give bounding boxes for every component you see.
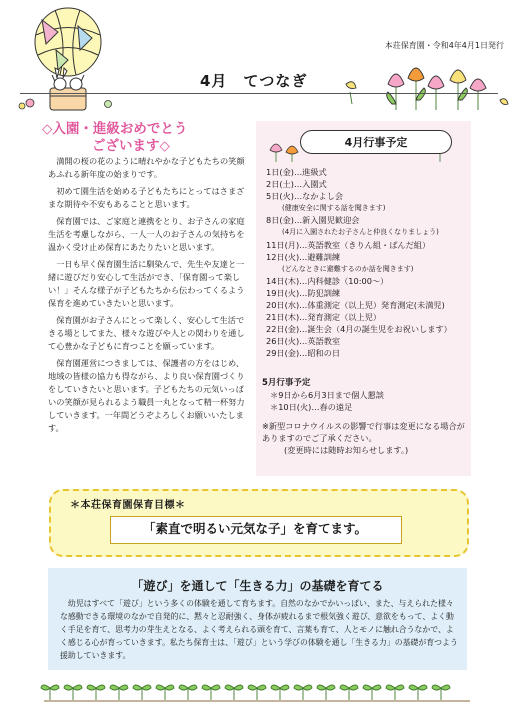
event-text: 12日(火)…避難訓練 (266, 251, 341, 262)
event-text: 8日(金)…新入園児歓迎会 (266, 215, 360, 226)
issue-line: 本荘保育園・令和4年4月1日発行 (384, 41, 504, 50)
greeting-paragraph: 保育園運営につきましては、保護者の方をはじめ、地域の皆様の協力も得ながら、より良い保育園づくりをしていきたいと思います。子どもたちの元気いっぱいの笑顔が見られるよう職員一丸となって精一杯努力していきます。一年間どうぞよろしくお願いいたします。 (48, 358, 245, 433)
event-text: 2日(土)…入園式 (266, 179, 327, 190)
event-text: 21日(木)…発育測定（以上児） (266, 312, 382, 323)
notice-sub: (変更時には随時お知らせします。) (284, 445, 409, 455)
greeting-paragraph: 保育園では、ご家庭と連携をとり、お子さんの家庭生活を考慮しながら、一人一人のお子さんの気持ちを温かく受け止め保育にあたりたいと思います。 (48, 216, 245, 252)
greeting-paragraph: 一日も早く保育園生活に馴染んで、先生や友達と一緒に遊びだり安心して生活ができ、「保育園って楽しい！」そんな様子が子どもたちから伝わってくるよう保育を進めていきたいと思います。 (48, 259, 245, 308)
may-event-item: ＊10日(火)…春の遠足 (270, 402, 353, 412)
event-text: 29日(金)…昭和の日 (266, 348, 341, 359)
play-body: 幼児はすべて「遊び」という多くの体験を通して育ちます。自然のなかでかいっぱい、また、与えられた様々な感動できる環境のなかで自発的に、黙々と忍耐強く、身体が疲れるまで根気強く遊び、意欲をもって、よく動く手足を育て、思考力の芽生えとなる、よく考えられる頭を育て、言葉も育て、人とモノに触れ合うなかで、よく感じる心が育っていきます。私たち保育士は、「遊び」という学びの体験を通し「生きる力」の基礎が育つよう援助していきます。 (60, 599, 458, 660)
goal-label: ＊本荘保育園保育目標＊ (70, 500, 186, 511)
event-text: 5日(火)…なかよし会 (266, 191, 344, 202)
event-text: 14日(木)…内科健診（10:00～） (266, 275, 389, 286)
event-text: 22日(金)…誕生会（4月の誕生児をお祝いします） (266, 324, 452, 335)
event-note: (4月に入園されたお子さんと仲良くなりましょう) (282, 228, 439, 237)
greeting-paragraph: 保育園がお子さんにとって楽しく、安心して生活できる場としてまた、様々な遊びや人との関わりを通して心豊かな子どもに育つことを願っています。 (48, 315, 245, 351)
greeting-paragraph: 初めて園生活を始める子どもたちにとってはさまざまな期待や不安もあることと思います。 (48, 186, 245, 209)
event-text: 19日(火)…防犯訓練 (266, 287, 341, 298)
newsletter-title: 4月 てつなぎ (200, 72, 308, 90)
event-text: 1日(金)…進級式 (266, 167, 327, 177)
goal-text: 「素直で明るい元気な子」を育てます。 (142, 521, 367, 536)
greeting-heading-line1: ◇入園・進級おめでとう (42, 121, 188, 137)
may-events-heading: 5月行事予定 (262, 378, 311, 388)
notice-text: ※新型コロナウイルスの影響で行事は変更になる場合がありますのでご了承ください。 (262, 421, 465, 443)
greeting-heading-line2: ございます◇ (92, 138, 170, 154)
event-note: (健康安全に関する話を聞きます) (282, 204, 386, 213)
event-text: 20日(水)…体重測定（以上児）発育測定(未満児) (266, 300, 445, 311)
greeting-paragraph: 満開の桜の花のように晴れやかな子どもたちの笑顔あふれる新年度の始まりです。 (48, 156, 245, 179)
events-title: 4月行事予定 (300, 130, 452, 154)
event-text: 11日(月)…英語教室（きりん組・ぱんだ組） (266, 239, 431, 250)
play-title: 「遊び」を通して「生きる力」の基礎を育てる (131, 579, 384, 593)
event-note: (どんなときに避難するのか話を聞きます) (282, 264, 414, 273)
event-text: 26日(火)…英語教室 (266, 336, 341, 347)
may-event-item: ＊9日から6月3日まで個人懇談 (270, 390, 384, 400)
